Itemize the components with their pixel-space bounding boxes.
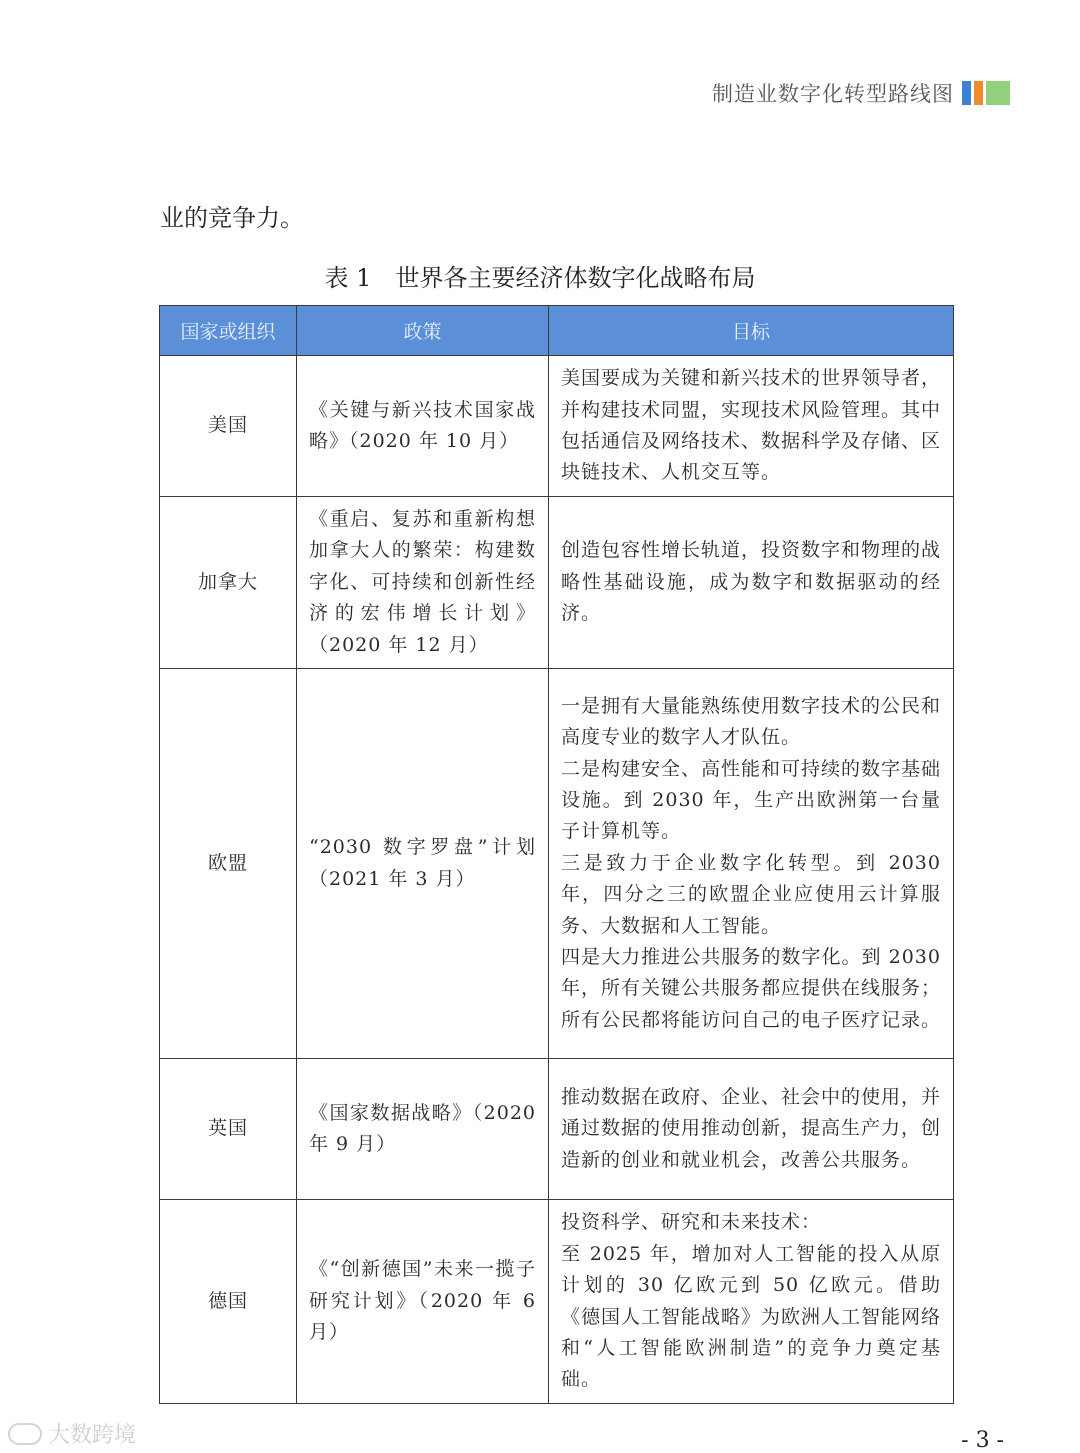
- header-policy: 政策: [297, 306, 549, 356]
- table-caption: 表 1 世界各主要经济体数字化战略布局: [324, 264, 756, 292]
- page-number: - 3 -: [961, 1428, 1004, 1453]
- country-cell: 美国: [160, 356, 297, 497]
- orange-block: [974, 81, 983, 105]
- goal-paragraph: 二是构建安全、高性能和可持续的数字基础设施。到 2030 年，生产出欧洲第一台量子计算机等。: [561, 757, 942, 843]
- watermark-logo: [8, 1418, 136, 1449]
- blue-block: [962, 81, 971, 105]
- goal-cell: [549, 356, 954, 497]
- header-color-blocks: [962, 81, 1010, 105]
- watermark-text: 大数跨境: [48, 1423, 137, 1448]
- goal-paragraph: 美国要成为关键和新兴技术的世界领导者，并构建技术同盟，实现技术风险管理。其中包括通信及网络技术、数据科学及存储、区块链技术、人机交互等。: [561, 367, 942, 484]
- country-cell: 德国: [160, 1200, 297, 1404]
- policy-cell: 《“创新德国”未来一揽子研究计划》（2020 年 6 月）: [297, 1200, 549, 1404]
- policy-cell: 《关键与新兴技术国家战略》（2020 年 10 月）: [297, 356, 549, 497]
- table-row: [160, 1059, 954, 1200]
- goal-paragraph: 一是拥有大量能熟练使用数字技术的公民和高度专业的数字人才队伍。: [561, 694, 942, 749]
- goal-paragraph: 三是致力于企业数字化转型。到 2030 年，四分之三的欧盟企业应使用云计算服务、大数据和人工智能。: [561, 851, 941, 937]
- lead-text: 业的竞争力。: [160, 204, 304, 232]
- goal-paragraph: 推动数据在政府、企业、社会中的使用，并通过数据的使用推动创新，提高生产力，创造新的创业和就业机会，改善公共服务。: [561, 1085, 942, 1171]
- goal-paragraph: 四是大力推进公共服务的数字化。到 2030 年，所有关键公共服务都应提供在线服务；所有公民都将能访问自己的电子医疗记录。: [561, 946, 942, 1031]
- table-header-row: [160, 306, 954, 356]
- page-header: [712, 78, 1010, 108]
- strategy-table: [159, 305, 954, 1404]
- header-goal: 目标: [549, 306, 954, 356]
- goal-paragraph: 创造包容性增长轨道，投资数字和物理的战略性基础设施，成为数字和数据驱动的经济。: [561, 539, 942, 625]
- country-cell: 英国: [160, 1059, 297, 1200]
- table-row: [160, 356, 954, 497]
- table-row: [160, 497, 954, 669]
- green-block: [986, 81, 1010, 105]
- policy-cell: “2030 数字罗盘”计划（2021 年 3 月）: [297, 669, 549, 1059]
- header-title: 制造业数字化转型路线图: [712, 82, 954, 106]
- logo-icon: [8, 1423, 42, 1445]
- policy-cell: 《重启、复苏和重新构想加拿大人的繁荣：构建数字化、可持续和创新性经济的宏伟增长计划》（2020 年 12 月）: [297, 497, 549, 669]
- goal-paragraph: 投资科学、研究和未来技术：: [561, 1211, 822, 1234]
- country-cell: 加拿大: [160, 497, 297, 669]
- header-country: 国家或组织: [160, 306, 297, 356]
- table-row: [160, 1200, 954, 1404]
- goal-cell: [549, 497, 954, 669]
- policy-cell: 《国家数据战略》（2020 年 9 月）: [297, 1059, 549, 1200]
- country-cell: 欧盟: [160, 669, 297, 1059]
- goal-cell: [549, 669, 954, 1059]
- table-row: [160, 669, 954, 1059]
- goal-paragraph: 至 2025 年，增加对人工智能的投入从原计划的 30 亿欧元到 50 亿欧元。借助《德国人工智能战略》为欧洲人工智能网络和“人工智能欧洲制造”的竞争力奠定基础。: [561, 1242, 942, 1391]
- goal-cell: [549, 1059, 954, 1200]
- goal-cell: [549, 1200, 954, 1404]
